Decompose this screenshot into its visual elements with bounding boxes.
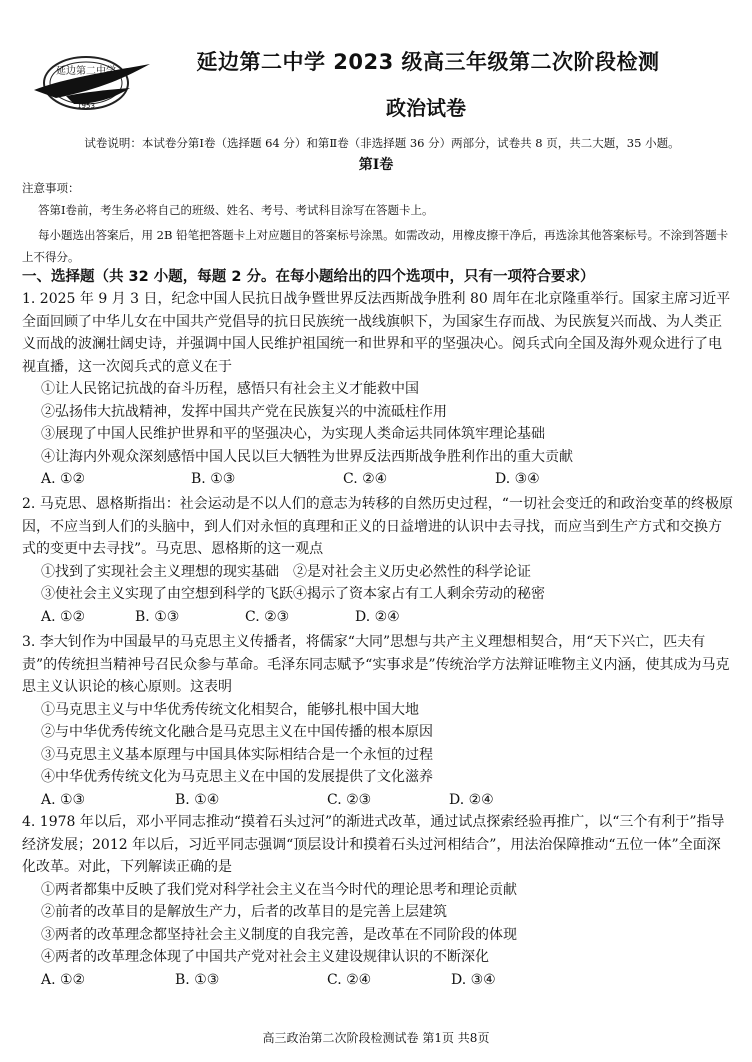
logo-text: 延边第二中学 bbox=[56, 66, 116, 77]
question-option: ①马克思主义与中华优秀传统文化相契合，能够扎根中国大地 bbox=[41, 701, 419, 718]
question-option: ③马克思主义基本原理与中国具体实际相结合是一个永恒的过程 bbox=[41, 746, 433, 763]
choice-a: A. ①② bbox=[41, 608, 86, 625]
choice-b: B. ①④ bbox=[175, 791, 220, 808]
question-stem: 1. 2025 年 9 月 3 日，纪念中国人民抗日战争暨世界反法西斯战争胜利 80 周年在北京隆重举行。国家主席习近平全面回顾了中华儿女在中国共产党倡导的抗日民族统一战线旗帜下，为国家生存而战、为民族复兴而战、为人类正义而战的波澜壮阔史诗，并强调中国人民维护祖国统一和世界和平的坚强决心。阅兵式向全国及海外观众进行了电视直播，这一次阅兵式的意义在于 bbox=[22, 291, 731, 375]
question-option: ①两者都集中反映了我们党对科学社会主义在当今时代的理论思考和理论贡献 bbox=[41, 881, 517, 898]
question-option: ②弘扬伟大抗战精神，发挥中国共产党在民族复兴的中流砥柱作用 bbox=[41, 403, 447, 420]
notes-title: 注意事项： bbox=[22, 181, 80, 195]
part-heading: 第Ⅰ卷 bbox=[358, 157, 394, 173]
exam-subtitle: 政治试卷 bbox=[386, 96, 466, 120]
choice-c: C. ②③ bbox=[327, 791, 372, 808]
exam-description: 试卷说明：本试卷分第Ⅰ卷（选择题 64 分）和第Ⅱ卷（非选择题 36 分）两部分，试卷共 8 页，共二大题，35 小题。 bbox=[84, 136, 680, 150]
choice-a: A. ①② bbox=[41, 471, 86, 487]
question-stem: 3. 李大钊作为中国最早的马克思主义传播者，将儒家“大同”思想与共产主义理想相契合，用“天下兴亡，匹夫有责”的传统担当精神号召民众参与革命。毛泽东同志赋予“实事求是”传统治学方法辩证唯物主义内涵，使其成为马克思主义认识论的核心原则。这表明 bbox=[22, 634, 730, 695]
question-2 bbox=[22, 493, 734, 628]
choice-b: B. ①③ bbox=[175, 971, 220, 988]
answer-choices bbox=[22, 789, 734, 812]
question-option: ②前者的改革目的是解放生产力，后者的改革目的是完善上层建筑 bbox=[41, 904, 447, 920]
question-3 bbox=[22, 631, 734, 811]
choice-d: D. ③④ bbox=[451, 971, 496, 988]
question-stem: 2. 马克思、恩格斯指出：社会运动是不以人们的意志为转移的自然历史过程，“一切社会变迁的和政治变革的终极原因，不应当到人们的头脑中，到人们对永恒的真理和正义的日益增进的认识中去寻找，而应当到生产方式和交换方式的变更中去寻找”。马克思、恩格斯的这一观点 bbox=[22, 496, 733, 557]
question-option: ③使社会主义实现了由空想到科学的飞跃④揭示了资本家占有工人剩余劳动的秘密 bbox=[41, 586, 545, 602]
question-option: ④让海内外观众深刻感悟中国人民以巨大牺牲为世界反法西斯战争胜利作出的重大贡献 bbox=[41, 448, 573, 465]
exam-title: 延边第二中学 2023 级高三年级第二次阶段检测 bbox=[196, 50, 660, 74]
note-item-1: 答第Ⅰ卷前，考生务必将自己的班级、姓名、考号、考试科目涂写在答题卡上。 bbox=[38, 203, 434, 217]
answer-choices bbox=[22, 606, 734, 629]
question-option: ①找到了实现社会主义理想的现实基础 ②是对社会主义历史必然性的科学论证 bbox=[41, 563, 531, 580]
choice-b: B. ①③ bbox=[135, 608, 180, 625]
question-4 bbox=[22, 811, 734, 991]
question-option: ④中华优秀传统文化为马克思主义在中国的发展提供了文化滋养 bbox=[41, 769, 433, 785]
choice-a: A. ①② bbox=[41, 971, 86, 988]
logo-year: 1953 bbox=[77, 102, 95, 110]
choice-d: D. ②④ bbox=[449, 791, 494, 808]
question-1 bbox=[22, 288, 734, 491]
question-option: ②与中华优秀传统文化融合是马克思主义在中国传播的根本原因 bbox=[41, 724, 433, 740]
choice-b: B. ①③ bbox=[191, 471, 236, 487]
choice-c: C. ②④ bbox=[343, 471, 388, 487]
section-heading: 一、选择题（共 32 小题，每题 2 分。在每小题给出的四个选项中，只有一项符合要求） bbox=[22, 269, 595, 285]
question-option: ①让人民铭记抗战的奋斗历程，感悟只有社会主义才能救中国 bbox=[41, 381, 419, 397]
page-footer: 高三政治第二次阶段检测试卷 第1页 共8页 bbox=[262, 1031, 490, 1045]
answer-choices bbox=[22, 969, 734, 992]
choice-c: C. ②④ bbox=[327, 971, 372, 988]
answer-choices bbox=[22, 468, 734, 491]
note-item-2: 每小题选出答案后，用 2B 铅笔把答题卡上对应题目的答案标号涂黑。如需改动，用橡皮擦干净后，再选涂其他答案标号。不涂到答题卡上不得分。 bbox=[22, 228, 729, 264]
choice-d: D. ②④ bbox=[355, 608, 400, 625]
choice-c: C. ②③ bbox=[245, 608, 290, 625]
question-option: ③展现了中国人民维护世界和平的坚强决心，为实现人类命运共同体筑牢理论基础 bbox=[41, 426, 545, 442]
question-stem: 4. 1978 年以后，邓小平同志推动“摸着石头过河”的渐进式改革，通过试点探索经验再推广，以“三个有利于”指导经济发展；2012 年以后，习近平同志强调“顶层设计和摸着石头过河相结合”，用法治保障推动“五位一体”全面深化改革。对此，下列解读正确的是 bbox=[22, 814, 725, 875]
choice-d: D. ③④ bbox=[495, 471, 540, 487]
question-option: ④两者的改革理念体现了中国共产党对社会主义建设规律认识的不断深化 bbox=[41, 949, 489, 965]
choice-a: A. ①③ bbox=[41, 791, 86, 808]
question-option: ③两者的改革理念都坚持社会主义制度的自我完善，是改革在不同阶段的体现 bbox=[41, 926, 517, 943]
